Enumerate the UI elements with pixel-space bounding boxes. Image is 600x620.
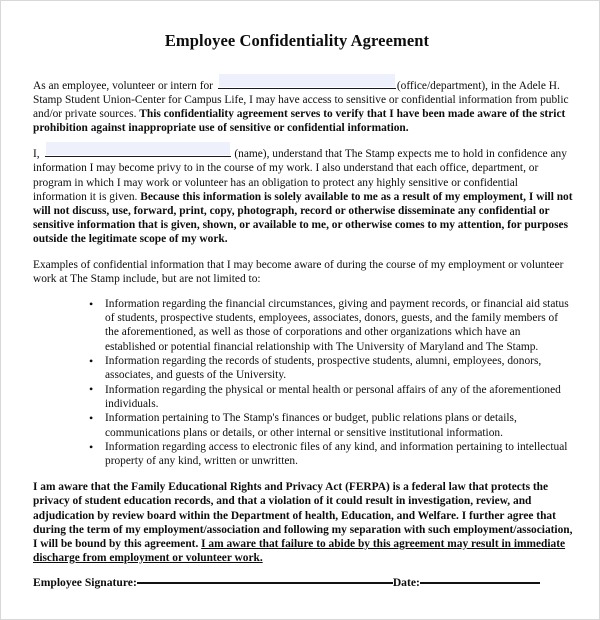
office-department-blank-highlight <box>219 74 395 87</box>
paragraph1-after-blank: (office/department), in the Adele H. Stamp Student Union-Center for Campus Life, I may have access to sensitive or confidential information from public and/or private sources. <box>33 80 569 121</box>
list-item: • Information regarding the records of students, prospective students, alumni, employees, donors, associates, and guests of the University. <box>33 354 573 382</box>
ferpa-bold-body: I am aware that the Family Educational Rights and Privacy Act (FERPA) is a federal law that protects the privacy of student education records, and that a violation of it could result in investigation, review, and adjudication by review board within the Department of health, Education, and Welfare. I further agree that during the term of my employment/association and following my separation with such employment/association, I will be bound by this agreement. <box>33 481 573 550</box>
paragraph2-before-blank: I, <box>33 148 43 161</box>
list-item: • Information regarding the physical or mental health or personal affairs of any of the aforementioned individuals. <box>33 383 573 411</box>
signature-row <box>33 576 581 590</box>
document-body <box>33 79 573 577</box>
list-item: • Information regarding access to electronic files of any kind, and information pertaining to intellectual property of any kind, written or unwritten. <box>33 440 573 468</box>
paragraph1-before-blank: As an employee, volunteer or intern for <box>33 80 216 92</box>
paragraph-examples-intro: Examples of confidential information that I may become aware of during the course of my employment or volunteer work at The Stamp include, but are not limited to: <box>33 259 564 286</box>
employee-signature-label: Employee Signature: <box>33 576 137 589</box>
paragraph2-after-blank: (name), understand that The Stamp expects me to hold in confidence any information I may become privy to in the course of my work. I also understand that each office, department, or program in which I may work or volunteer has an obligation to protect any highly sensitive or confidential information it is given. <box>33 148 567 203</box>
office-department-blank[interactable] <box>218 88 396 89</box>
paragraph2-bold-tail: Because this information is solely available to me as a result of my employment, I will not will not discuss, use, forward, print, copy, photograph, record or otherwise disseminate any confidential or sensitive information that is given, shown, or available to me, or otherwise comes to my attention, for purposes outside the legitimate scope of my work. <box>33 190 573 245</box>
date-field[interactable] <box>420 582 540 584</box>
name-blank[interactable] <box>45 156 231 157</box>
list-item: • Information pertaining to The Stamp's finances or budget, public relations plans or details, communications plans or details, or other internal or sensitive institutional information. <box>33 411 573 439</box>
ferpa-underlined-warning: I am aware that failure to abide by this agreement may result in immediate discharge from employment or volunteer work. <box>33 537 566 564</box>
date-label: Date: <box>392 576 420 589</box>
confidential-examples-list <box>33 297 573 468</box>
paragraph-confidence-obligation <box>33 147 573 246</box>
paragraph1-bold-tail: This confidentiality agreement serves to verify that I have been made aware of the strict prohibition against inappropriate use of sensitive or confidential information. <box>33 108 566 135</box>
page-title: Employee Confidentiality Agreement <box>164 31 430 50</box>
list-item: • Information regarding the financial circumstances, giving and payment records, or financial aid status of students, prospective students, employees, associates, donors, guests, and the family members of the aforementioned, as well as those of corporations and other organizations which have an established or potential financial relationship with The University of Maryland and The Stamp. <box>33 297 573 353</box>
employee-signature-field[interactable] <box>137 582 393 584</box>
paragraph-ferpa-acknowledgement <box>33 480 573 565</box>
name-blank-highlight <box>46 142 230 155</box>
paragraph-employment-intro <box>33 79 573 135</box>
